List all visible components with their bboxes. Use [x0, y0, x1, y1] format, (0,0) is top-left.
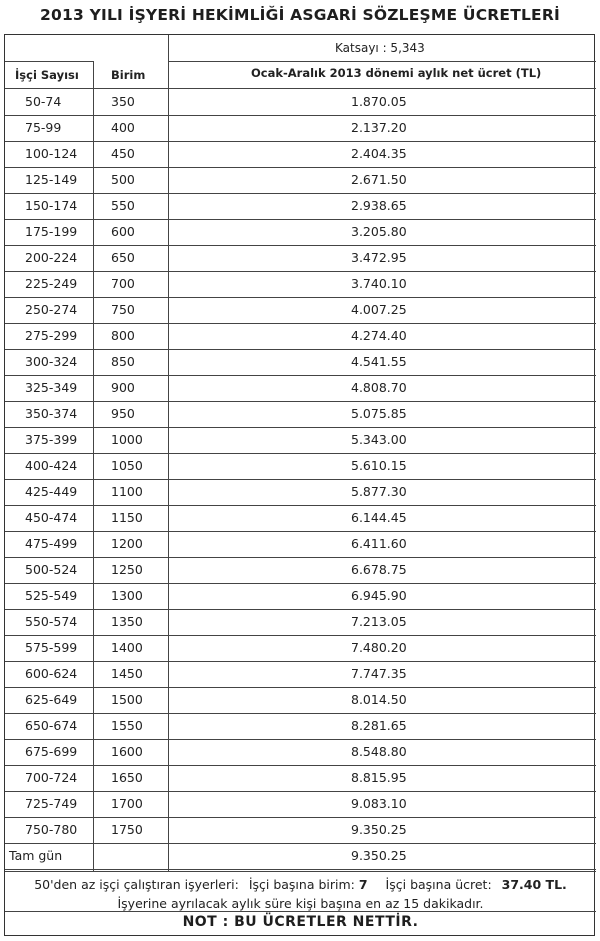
isci-sayisi-cell: 750-780 [25, 822, 78, 837]
birim-cell: 1100 [111, 484, 143, 499]
ucret-cell: 4.274.40 [351, 328, 407, 343]
birim-cell: 750 [111, 302, 135, 317]
footer-line-1 [5, 877, 596, 892]
row-divider [5, 843, 596, 844]
isci-sayisi-cell: 350-374 [25, 406, 78, 421]
ucret-cell: 9.350.25 [351, 848, 407, 863]
isci-sayisi-cell: 425-449 [25, 484, 78, 499]
row-divider [5, 739, 596, 740]
ucret-cell: 4.007.25 [351, 302, 407, 317]
birim-cell: 1750 [111, 822, 143, 837]
birim-cell: 800 [111, 328, 135, 343]
birim-cell: 500 [111, 172, 135, 187]
row-divider [5, 323, 596, 324]
ucret-cell: 3.740.10 [351, 276, 407, 291]
birim-cell: 1000 [111, 432, 143, 447]
footer-ucret-label: İşçi başına ücret: [385, 877, 492, 892]
row-divider [5, 375, 596, 376]
footer-birim-label: İşçi başına birim: [248, 877, 355, 892]
ucret-cell: 8.548.80 [351, 744, 407, 759]
birim-cell: 1150 [111, 510, 143, 525]
isci-sayisi-cell: 225-249 [25, 276, 78, 291]
isci-sayisi-cell: 725-749 [25, 796, 78, 811]
row-divider [5, 871, 596, 872]
row-divider [168, 61, 596, 62]
isci-sayisi-cell: 75-99 [25, 120, 62, 135]
isci-sayisi-cell: 175-199 [25, 224, 78, 239]
row-divider [5, 193, 596, 194]
ucret-cell: 5.877.30 [351, 484, 407, 499]
birim-cell: 950 [111, 406, 135, 421]
birim-cell: 1400 [111, 640, 143, 655]
ucret-cell: 7.747.35 [351, 666, 407, 681]
ucret-cell: 6.945.90 [351, 588, 407, 603]
isci-sayisi-cell: 675-699 [25, 744, 78, 759]
isci-sayisi-cell: 50-74 [25, 94, 62, 109]
row-divider [5, 687, 596, 688]
isci-sayisi-cell: Tam gün [9, 848, 63, 863]
ucret-cell: 8.815.95 [351, 770, 407, 785]
row-divider [5, 791, 596, 792]
ucret-cell: 5.610.15 [351, 458, 407, 473]
isci-sayisi-cell: 475-499 [25, 536, 78, 551]
row-divider [5, 817, 596, 818]
birim-cell: 1450 [111, 666, 143, 681]
birim-cell: 1650 [111, 770, 143, 785]
ucret-cell: 2.938.65 [351, 198, 407, 213]
ucret-cell: 7.480.20 [351, 640, 407, 655]
row-divider [5, 583, 596, 584]
birim-cell: 1700 [111, 796, 143, 811]
birim-cell: 1600 [111, 744, 143, 759]
header-ucret: Ocak-Aralık 2013 dönemi aylık net ücret (TL) [251, 66, 542, 80]
birim-cell: 1200 [111, 536, 143, 551]
ucret-cell: 6.411.60 [351, 536, 407, 551]
footer-ucret-value: 37.40 TL. [501, 877, 567, 892]
row-divider [5, 661, 596, 662]
footer-small-prefix: 50'den az işçi çalıştıran işyerleri: [34, 877, 239, 892]
isci-sayisi-cell: 625-649 [25, 692, 78, 707]
ucret-cell: 8.014.50 [351, 692, 407, 707]
row-divider [5, 713, 596, 714]
isci-sayisi-cell: 150-174 [25, 198, 78, 213]
ucret-cell: 2.671.50 [351, 172, 407, 187]
row-divider [5, 271, 596, 272]
row-divider [5, 453, 596, 454]
ucret-cell: 6.144.45 [351, 510, 407, 525]
isci-sayisi-cell: 275-299 [25, 328, 78, 343]
ucret-cell: 7.213.05 [351, 614, 407, 629]
isci-sayisi-cell: 525-549 [25, 588, 78, 603]
birim-cell: 1250 [111, 562, 143, 577]
row-divider [5, 88, 596, 89]
row-divider [5, 869, 596, 870]
birim-cell: 650 [111, 250, 135, 265]
birim-cell: 1300 [111, 588, 143, 603]
ucret-cell: 5.343.00 [351, 432, 407, 447]
ucret-cell: 9.350.25 [351, 822, 407, 837]
isci-sayisi-cell: 300-324 [25, 354, 78, 369]
birim-cell: 600 [111, 224, 135, 239]
birim-cell: 1500 [111, 692, 143, 707]
isci-sayisi-cell: 250-274 [25, 302, 78, 317]
ucret-cell: 5.075.85 [351, 406, 407, 421]
row-divider [5, 245, 596, 246]
birim-cell: 400 [111, 120, 135, 135]
footer-birim-value: 7 [358, 877, 368, 892]
column-divider [93, 61, 94, 871]
ucret-cell: 4.541.55 [351, 354, 407, 369]
row-divider [5, 115, 596, 116]
row-divider [5, 61, 93, 62]
ucret-cell: 9.083.10 [351, 796, 407, 811]
document-title: 2013 YILI İŞYERİ HEKİMLİĞİ ASGARİ SÖZLEŞME ÜCRETLERİ [40, 6, 560, 24]
birim-cell: 450 [111, 146, 135, 161]
birim-cell: 900 [111, 380, 135, 395]
footer-line-2: İşyerine ayrılacak aylık süre kişi başına en az 15 dakikadır. [117, 896, 484, 911]
ucret-cell: 2.404.35 [351, 146, 407, 161]
row-divider [5, 401, 596, 402]
birim-cell: 700 [111, 276, 135, 291]
birim-cell: 1550 [111, 718, 143, 733]
ucret-cell: 6.678.75 [351, 562, 407, 577]
ucret-cell: 3.472.95 [351, 250, 407, 265]
header-isci-sayisi: İşçi Sayısı [15, 68, 79, 82]
ucret-cell: 4.808.70 [351, 380, 407, 395]
isci-sayisi-cell: 700-724 [25, 770, 78, 785]
isci-sayisi-cell: 125-149 [25, 172, 78, 187]
isci-sayisi-cell: 600-624 [25, 666, 78, 681]
net-fee-note: NOT : BU ÜCRETLER NETTİR. [182, 914, 419, 930]
isci-sayisi-cell: 325-349 [25, 380, 78, 395]
row-divider [5, 427, 596, 428]
row-divider [5, 219, 596, 220]
ucret-cell: 2.137.20 [351, 120, 407, 135]
ucret-cell: 3.205.80 [351, 224, 407, 239]
row-divider [5, 609, 596, 610]
isci-sayisi-cell: 500-524 [25, 562, 78, 577]
row-divider [5, 765, 596, 766]
isci-sayisi-cell: 575-599 [25, 640, 78, 655]
birim-cell: 1050 [111, 458, 143, 473]
isci-sayisi-cell: 400-424 [25, 458, 78, 473]
isci-sayisi-cell: 200-224 [25, 250, 78, 265]
row-divider [5, 911, 596, 912]
row-divider [5, 531, 596, 532]
ucret-cell: 1.870.05 [351, 94, 407, 109]
birim-cell: 550 [111, 198, 135, 213]
isci-sayisi-cell: 650-674 [25, 718, 78, 733]
birim-cell [111, 843, 163, 869]
isci-sayisi-cell: 450-474 [25, 510, 78, 525]
birim-cell: 850 [111, 354, 135, 369]
row-divider [5, 297, 596, 298]
isci-sayisi-cell: 375-399 [25, 432, 78, 447]
isci-sayisi-cell: 100-124 [25, 146, 78, 161]
fee-table [4, 34, 595, 936]
ucret-cell: 8.281.65 [351, 718, 407, 733]
row-divider [5, 141, 596, 142]
birim-cell: 350 [111, 94, 135, 109]
birim-cell: 1350 [111, 614, 143, 629]
row-divider [5, 479, 596, 480]
row-divider [5, 635, 596, 636]
row-divider [5, 349, 596, 350]
row-divider [5, 167, 596, 168]
row-divider [5, 505, 596, 506]
row-divider [5, 557, 596, 558]
katsayi-label: Katsayı : 5,343 [335, 41, 425, 55]
header-birim: Birim [111, 68, 146, 82]
isci-sayisi-cell: 550-574 [25, 614, 78, 629]
